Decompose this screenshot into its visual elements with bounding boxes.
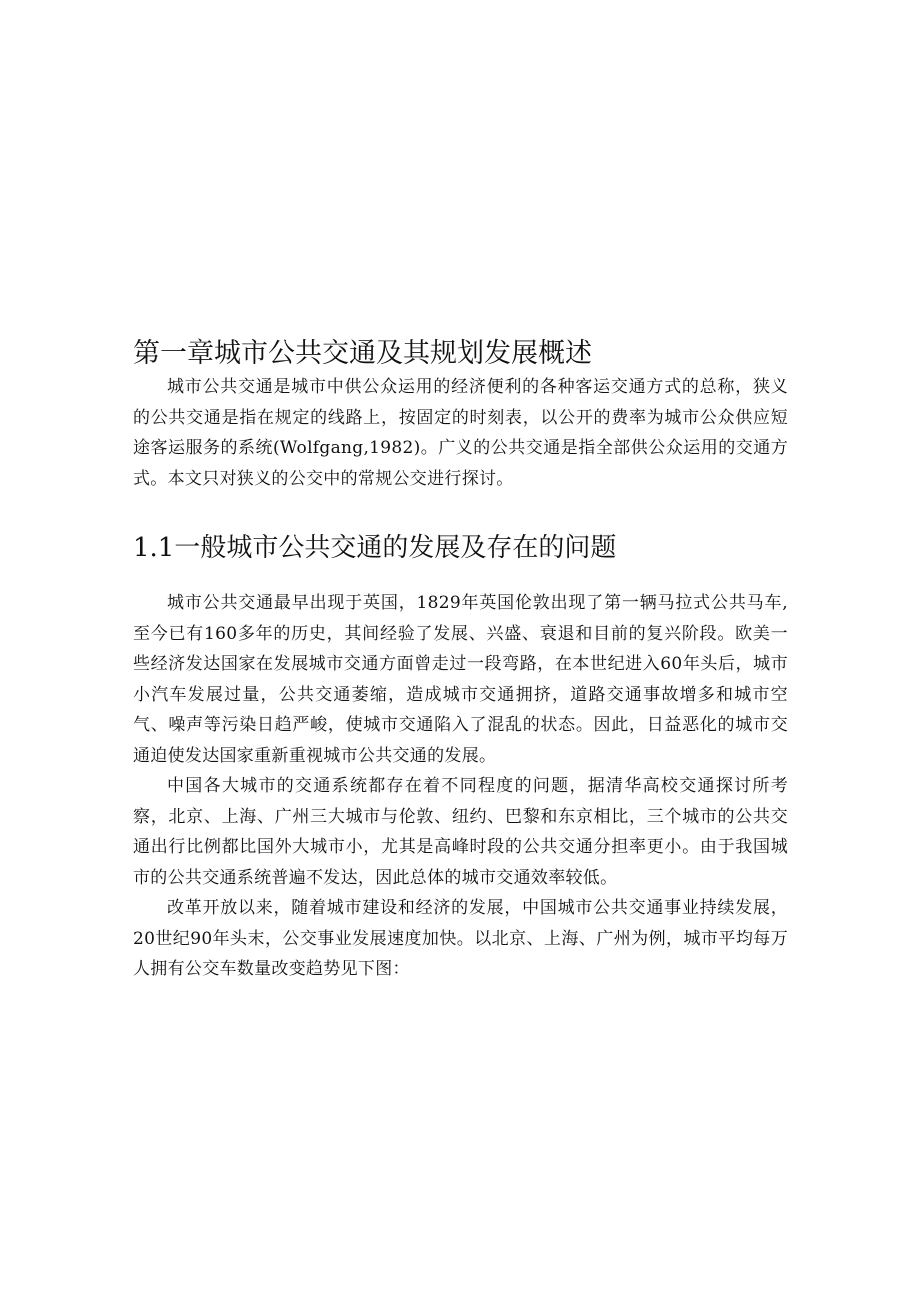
chapter-intro-paragraph: 城市公共交通是城市中供公众运用的经济便利的各种客运交通方式的总称，狭义的公共交通是指在规定的线路上，按固定的时刻表，以公开的费率为城市公众供应短途客运服务的系统(Wolfgang,1982)。广义的公共交通是指全部供公众运用的交通方式。本文只对狭义的公交中的常规公交进行探讨。 xyxy=(133,377,788,489)
section-paragraph-1: 城市公共交通最早出现于英国，1829年英国伦敦出现了第一辆马拉式公共马车,至今已有160多年的历史，其间经验了发展、兴盛、衰退和目前的复兴阶段。欧美一些经济发达国家在发展城市交通方面曾走过一段弯路，在本世纪进入60年头后，城市小汽车发展过量，公共交通萎缩，造成城市交通拥挤，道路交通事故增多和城市空气、噪声等污染日趋严峻，使城市交通陷入了混乱的状态。因此，日益恶化的城市交通迫使发达国家重新重视城市公共交通的发展。 xyxy=(133,593,788,766)
chapter-intro-block xyxy=(133,372,788,494)
chapter-title: 第一章城市公共交通及其规划发展概述 xyxy=(133,338,592,369)
section-paragraph-3: 改革开放以来，随着城市建设和经济的发展，中国城市公共交通事业持续发展，20世纪90年头末，公交事业发展速度加快。以北京、上海、广州为例，城市平均每万人拥有公交车数量改变趋势见下图： xyxy=(133,898,788,979)
section-body-block xyxy=(133,588,788,985)
section-paragraph-2: 中国各大城市的交通系统都存在着不同程度的问题，据清华高校交通探讨所考察，北京、上海、广州三大城市与伦敦、纽约、巴黎和东京相比，三个城市的公共交通出行比例都比国外大城市小，尤其是高峰时段的公共交通分担率更小。由于我国城市的公共交通系统普遍不发达，因此总体的城市交通效率较低。 xyxy=(133,776,788,888)
section-title: 1.1一般城市公共交通的发展及存在的问题 xyxy=(133,533,617,563)
